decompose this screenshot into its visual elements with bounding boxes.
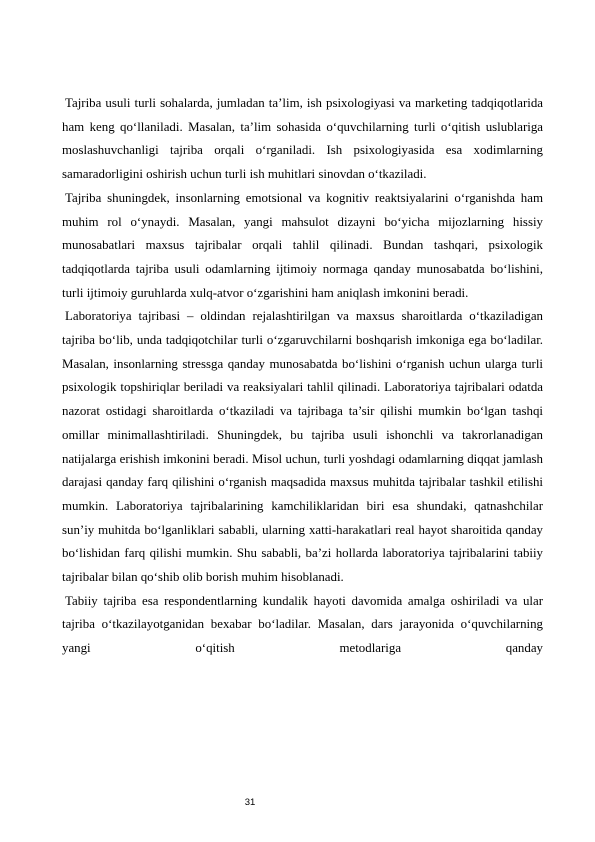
paragraph-emotional-cognitive: Tajriba shuningdek, insonlarning emotsional va kognitiv reaktsiyalarini o‘rganishda ham muhim rol o‘ynaydi. Masalan, yangi mahsulot dizayni bo‘yicha mijozlarning hissiy munosabatlari maxsus tajribalar orqali tahlil qilinadi. Bundan tashqari, psixologik tadqiqotlarda tajriba usuli odamlarning ijtimoiy normaga qanday munosabatda bo‘lishini, turli ijtimoiy guruhlarda xulq-atvor o‘zgarishini ham aniqlash imkonini beradi. (62, 190, 543, 300)
paragraph-natural-experiment: Tabiiy tajriba esa respondentlarning kundalik hayoti davomida amalga oshiriladi va ular tajriba o‘tkazilayotganidan bexabar bo‘ladilar. Masalan, dars jarayonida o‘quvchilarning yangi o‘qitish metodlariga qanday (62, 593, 543, 656)
body-text (62, 92, 543, 661)
paragraph-experiment-applications: Tajriba usuli turli sohalarda, jumladan ta’lim, ish psixologiyasi va marketing tadqiqotlarida ham keng qo‘llaniladi. Masalan, ta’lim sohasida o‘quvchilarning turli o‘qitish uslublariga moslashuvchanligi tajriba orqali o‘rganiladi. Ish psixologiyasida esa xodimlarning samaradorligini oshirish uchun turli ish muhitlari sinovdan o‘tkaziladi. (62, 96, 543, 182)
page-number: 31 (244, 797, 256, 808)
paragraph-laboratory-experiment: Laboratoriya tajribasi – oldindan rejalashtirilgan va maxsus sharoitlarda o‘tkaziladigan tajriba bo‘lib, unda tadqiqotchilar turli o‘zgaruvchilarni boshqarish imkoniga ega bo‘ladilar. Masalan, insonlarning stressga qanday munosabatda bo‘lishini o‘rganish uchun ularga turli psixologik topshiriqlar beriladi va reaksiyalari tahlil qilinadi. Laboratoriya tajribalari odatda nazorat ostidagi sharoitlarda o‘tkaziladi va tajribaga ta’sir qilishi mumkin bo‘lgan tashqi omillar minimallashtiriladi. Shuningdek, bu tajriba usuli ishonchli va takrorlanadigan natijalarga erishish imkonini beradi. Misol uchun, turli yoshdagi odamlarning diqqat jamlash darajasi qanday farq qilishini o‘rganish maqsadida maxsus muhitda tajribalar tashkil etilishi mumkin. Laboratoriya tajribalarining kamchiliklaridan biri esa shundaki, qatnashchilar sun’iy muhitda bo‘lganliklari sababli, ularning xatti-harakatlari real hayot sharoitida qanday bo‘lishidan farq qilishi mumkin. Shu sababli, ba’zi hollarda laboratoriya tajribalarini tabiiy tajribalar bilan qo‘shib olib borish muhim hisoblanadi. (62, 309, 543, 585)
